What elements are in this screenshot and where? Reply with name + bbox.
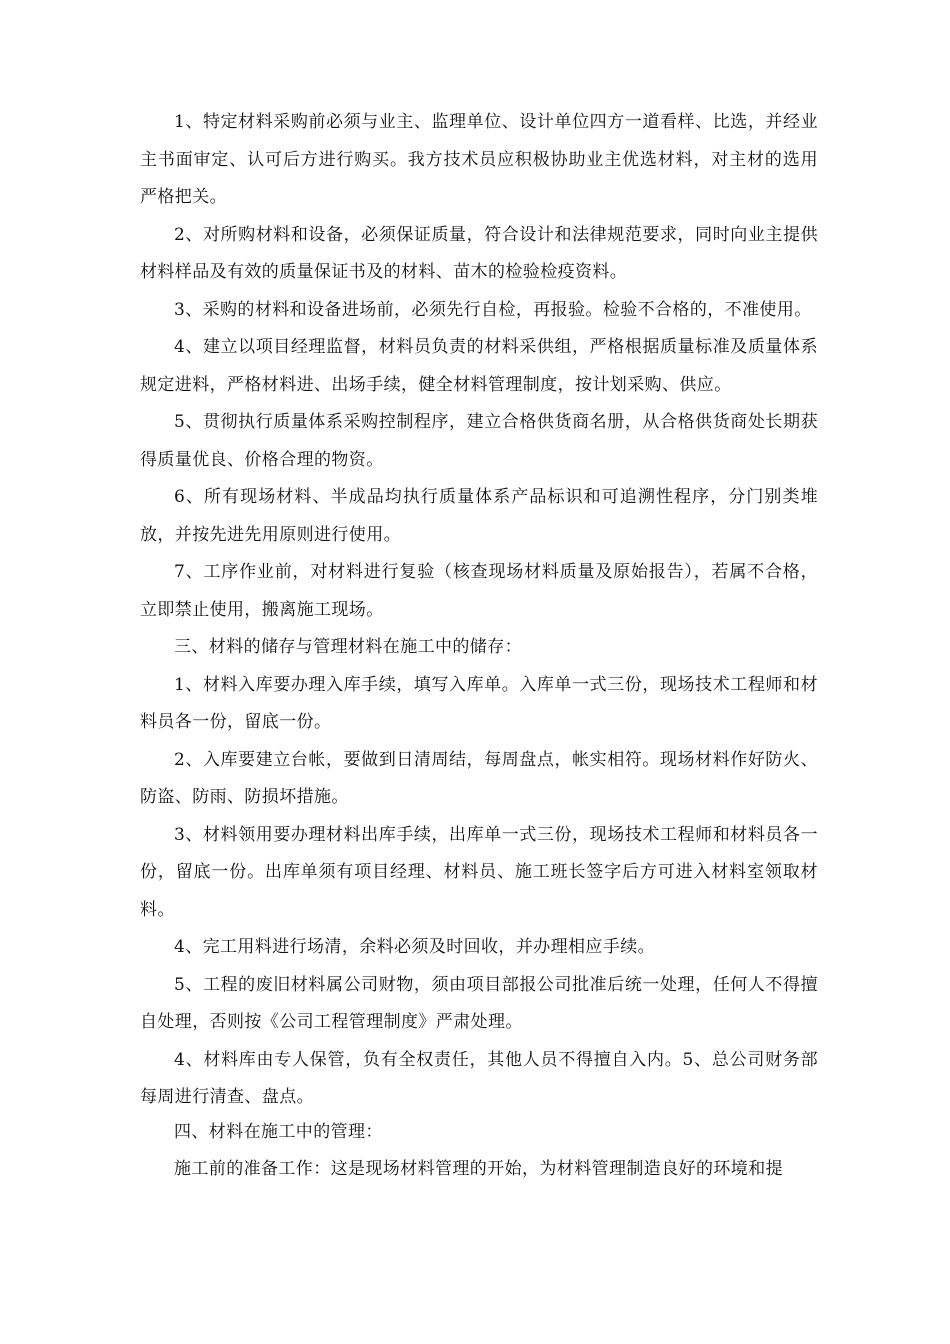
paragraph-storage-1: 1、材料入库要办理入库手续，填写入库单。入库单一式三份，现场技术工程师和材料员各一份，留底一份。 — [140, 674, 818, 732]
paragraph-procurement-7: 7、工序作业前，对材料进行复验（核查现场材料质量及原始报告），若属不合格，立即禁止使用，搬离施工现场。 — [140, 562, 818, 620]
paragraph-storage-6: 4、材料库由专人保管，负有全权责任，其他人员不得擅自入内。5、总公司财务部每周进行清查、盘点。 — [140, 1049, 818, 1107]
paragraph-construction-1: 施工前的准备工作：这是现场材料管理的开始，为材料管理制造良好的环境和提 — [174, 1159, 783, 1179]
paragraph-procurement-6: 6、所有现场材料、半成品均执行质量体系产品标识和可追溯性程序，分门别类堆放，并按先进先用原则进行使用。 — [140, 487, 818, 545]
paragraph-storage-5: 5、工程的废旧材料属公司财物，须由项目部报公司批准后统一处理，任何人不得擅自处理，否则按《公司工程管理制度》严肃处理。 — [140, 974, 818, 1032]
paragraph-procurement-5: 5、贯彻执行质量体系采购控制程序，建立合格供货商名册，从合格供货商处长期获得质量优良、价格合理的物资。 — [140, 412, 818, 470]
paragraph-storage-4: 4、完工用料进行场清，余料必须及时回收，并办理相应手续。 — [174, 937, 656, 957]
paragraph-procurement-1: 1、特定材料采购前必须与业主、监理单位、设计单位四方一道看样、比选，并经业主书面审定、认可后方进行购买。我方技术员应积极协助业主优选材料，对主材的选用严格把关。 — [140, 112, 818, 207]
section-heading-storage: 三、材料的储存与管理材料在施工中的储存： — [174, 637, 522, 657]
paragraph-storage-3: 3、材料领用要办理材料出库手续，出库单一式三份，现场技术工程师和材料员各一份，留底一份。出库单须有项目经理、材料员、施工班长签字后方可进入材料室领取材料。 — [140, 824, 818, 920]
paragraph-procurement-2: 2、对所购材料和设备，必须保证质量，符合设计和法律规范要求，同时向业主提供材料样品及有效的质量保证书及的材料、苗木的检验检疫资料。 — [140, 224, 818, 282]
document-body — [140, 104, 818, 1189]
paragraph-procurement-4: 4、建立以项目经理监督，材料员负责的材料采供组，严格根据质量标准及质量体系规定进料，严格材料进、出场手续，健全材料管理制度，按计划采购、供应。 — [140, 337, 818, 395]
paragraph-procurement-3: 3、采购的材料和设备进场前，必须先行自检，再报验。检验不合格的，不准使用。 — [174, 299, 812, 320]
section-heading-construction: 四、材料在施工中的管理： — [174, 1121, 383, 1142]
paragraph-storage-2: 2、入库要建立台帐，要做到日清周结，每周盘点，帐实相符。现场材料作好防火、防盗、防雨、防损坏措施。 — [140, 749, 818, 807]
